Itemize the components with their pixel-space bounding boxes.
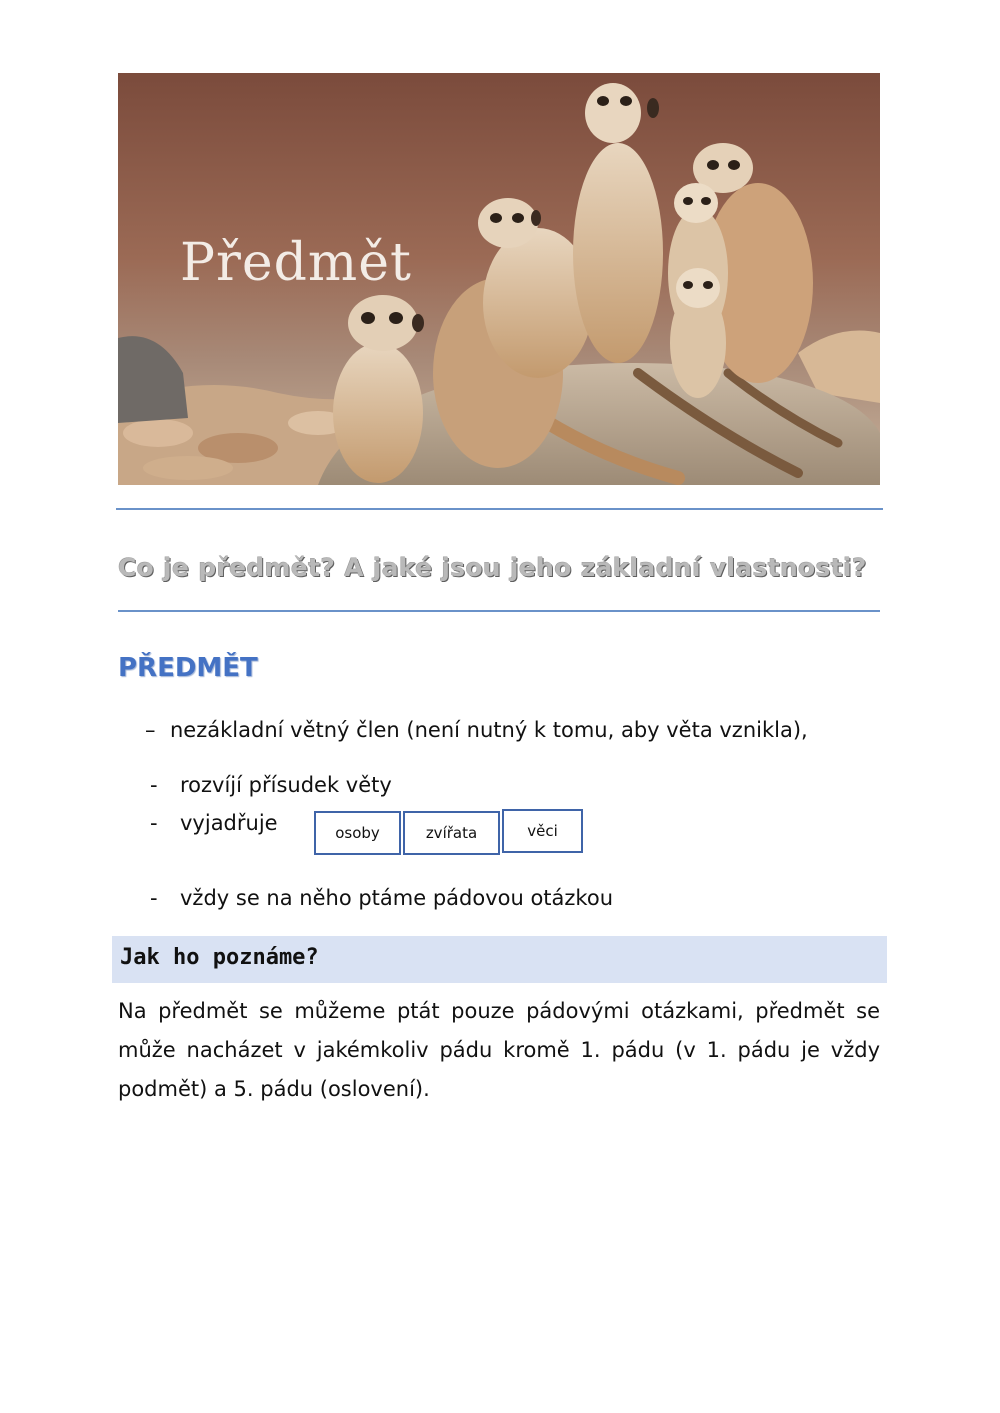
bullet-item [150,811,278,835]
bullet-dash: - [150,811,158,835]
divider-bottom [118,610,880,612]
bullet-item [150,886,613,910]
bullet-dash: – [145,718,156,742]
bullet-text: nezákladní větný člen (není nutný k tomu, aby věta vznikla), [170,718,808,742]
option-box-veci[interactable]: věci [502,809,583,853]
divider-top [116,508,883,510]
option-box-osoby[interactable]: osoby [314,811,401,855]
option-box-zvirata[interactable]: zvířata [403,811,500,855]
section-title: PŘEDMĚT [118,653,258,683]
how-heading: Jak ho poznáme? [120,945,319,970]
bullet-item [150,773,392,797]
hero-image [118,73,880,485]
question-heading: Co je předmět? A jaké jsou jeho základní vlastnosti? [118,553,867,582]
bullet-dash: - [150,886,158,910]
bullet-dash: - [150,773,158,797]
how-heading-band [112,936,887,983]
bullet-item [145,718,808,742]
bullet-text: vždy se na něho ptáme pádovou otázkou [180,886,614,910]
how-paragraph: Na předmět se můžeme ptát pouze pádovými otázkami, předmět se může nacházet v jakémkoliv pádu kromě 1. pádu (v 1. pádu je vždy podmět) a 5. pádu (oslovení). [118,999,880,1101]
bullet-text: rozvíjí přísudek věty [180,773,392,797]
hero-title: Předmět [180,233,412,293]
bullet-text: vyjadřuje [180,811,278,835]
